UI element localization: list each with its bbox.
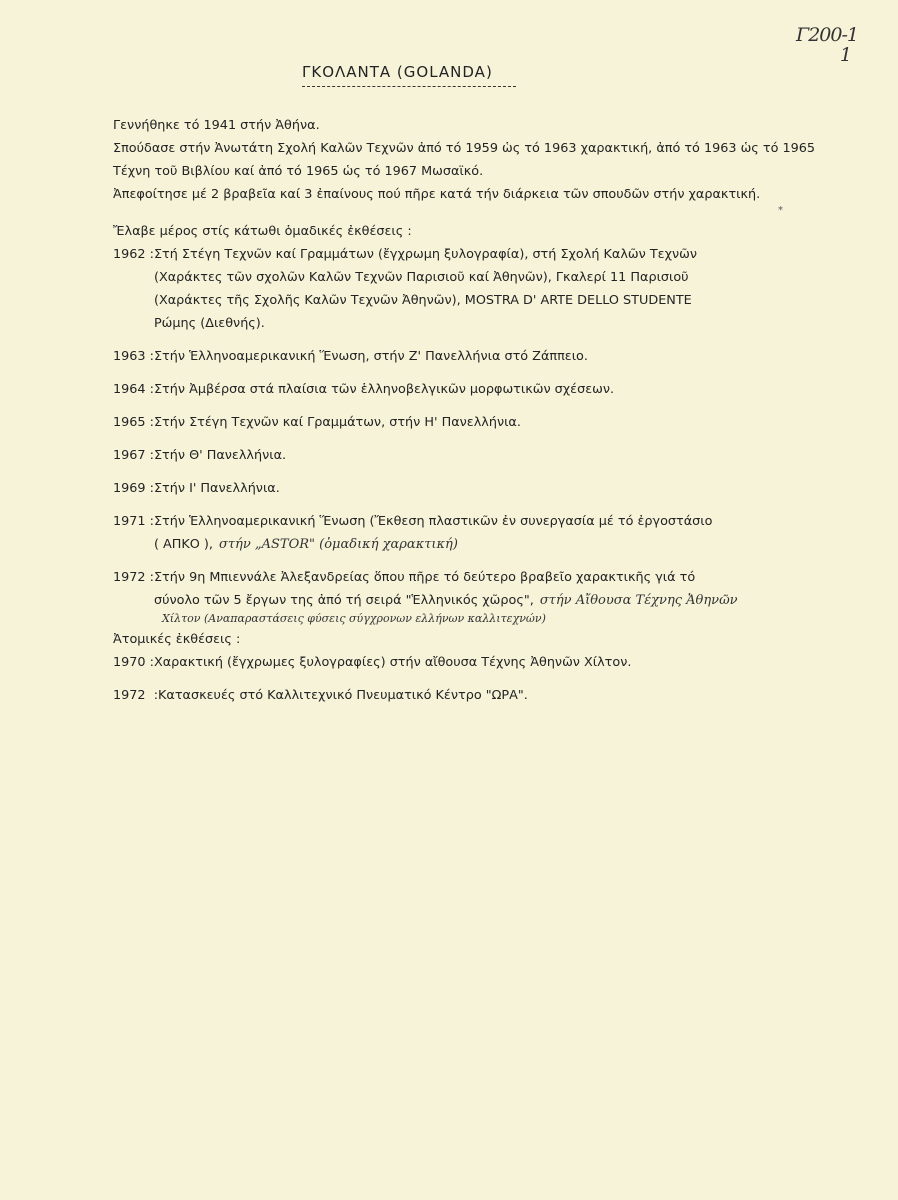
solo-exhibition-1972 — [113, 684, 833, 707]
group-exhibition-1971 — [113, 510, 833, 556]
document-body — [113, 114, 833, 717]
exhibition-line: (Χαράκτες τῆς Σχολῆς Καλῶν Τεχνῶν Ἀθηνῶν), MOSTRA D' ARTE DELLO STUDENTE — [153, 293, 692, 308]
margin-mark: * — [778, 205, 783, 216]
handwritten-note-line: Χίλτον (Αναπαραστάσεις φύσεις σύγχρονων ελλήνων καλλιτεχνών) — [161, 612, 546, 625]
exhibition-line — [154, 589, 833, 612]
exhibition-year: 1962 : — [113, 247, 154, 262]
exhibition-text: Στήν Ἀμβέρσα στά πλαίσια τῶν ἑλληνοβελγικῶν μορφωτικῶν σχέσεων. — [153, 382, 615, 397]
exhibition-text: Στήν Ι' Πανελλήνια. — [153, 481, 280, 496]
group-exhibition-1969 — [113, 477, 833, 500]
exhibition-text: Χαρακτική (ἔγχρωμες ξυλογραφίες) στήν αἴθουσα Τέχνης Ἀθηνῶν Χίλτον. — [153, 655, 632, 670]
exhibition-line: Ρώμης (Διεθνής). — [153, 316, 265, 331]
bio-graduation: Ἀπεφοίτησε μέ 2 βραβεῖα καί 3 ἐπαίνους πού πῆρε κατά τήν διάρκεια τῶν σπουδῶν στήν χαρακτική. — [113, 187, 761, 202]
exhibition-text: Κατασκευές στό Καλλιτεχνικό Πνευματικό Κέντρο "ΩΡΑ". — [158, 688, 528, 703]
group-exhibition-1965 — [113, 411, 833, 434]
group-exhibition-1972 — [113, 566, 833, 626]
group-exhibitions-heading: Ἔλαβε μέρος στίς κάτωθι ὁμαδικές ἐκθέσεις : — [113, 224, 412, 239]
exhibition-text — [154, 243, 833, 335]
exhibition-year: 1972 : — [113, 570, 154, 585]
exhibition-line-text: σύνολο τῶν 5 ἔργων της ἀπό τή σειρά "Ἑλληνικός χῶρος", — [153, 593, 534, 608]
handwritten-note: στήν „ASTOR" (ὁμαδική χαρακτική) — [218, 537, 458, 552]
exhibition-text — [154, 566, 833, 626]
exhibition-year: 1969 : — [113, 481, 154, 496]
exhibition-text: Στήν Στέγη Τεχνῶν καί Γραμμάτων, στήν Η' Πανελλήνια. — [153, 415, 521, 430]
exhibition-text: Στήν Ἑλληνοαμερικανική Ἕνωση, στήν Ζ' Πανελλήνια στό Ζάππειο. — [153, 349, 588, 364]
exhibition-line: Στή Στέγη Τεχνῶν καί Γραμμάτων (ἔγχρωμη ξυλογραφία), στή Σχολή Καλῶν Τεχνῶν — [153, 247, 697, 262]
exhibition-line-text: ( ΑΠΚΟ ), — [153, 537, 213, 552]
exhibition-year: 1970 : — [113, 655, 154, 670]
exhibition-text — [154, 510, 833, 556]
bio-studies: Σπούδασε στήν Ἀνωτάτη Σχολή Καλῶν Τεχνῶν ἀπό τό 1959 ὡς τό 1963 χαρακτική, ἀπό τό 1963 ὡς τό 1965 Τέχνη τοῦ Βιβλίου καί ἀπό τό 1965 ὡς τό 1967 Μωσαϊκό. — [113, 141, 816, 179]
archive-code-annotation: Γ200-1 — [796, 24, 858, 46]
bio-birth: Γεννήθηκε τό 1941 στήν Ἀθήνα. — [113, 118, 320, 133]
group-exhibition-1963 — [113, 345, 833, 368]
handwritten-note: στήν Αἴθουσα Τέχνης Ἀθηνῶν — [539, 593, 738, 608]
exhibition-year: 1964 : — [113, 382, 154, 397]
title-underline — [302, 86, 516, 87]
solo-exhibitions-heading: Ἀτομικές ἐκθέσεις : — [113, 632, 241, 647]
document-title: ΓΚΟΛΑΝΤΑ (GOLANDA) — [302, 63, 493, 81]
exhibition-year: 1971 : — [113, 514, 154, 529]
group-exhibition-1964 — [113, 378, 833, 401]
exhibition-text: Στήν Θ' Πανελλήνια. — [153, 448, 287, 463]
group-exhibition-1962 — [113, 243, 833, 335]
page-number-annotation: 1 — [839, 44, 852, 66]
solo-exhibition-1970 — [113, 651, 833, 674]
exhibition-line: Στήν 9η Μπιεννάλε Ἀλεξανδρείας ὅπου πῆρε τό δεύτερο βραβεῖο χαρακτικῆς γιά τό — [153, 570, 696, 585]
exhibition-line — [154, 533, 833, 556]
exhibition-year: 1963 : — [113, 349, 154, 364]
exhibition-line: Στήν Ἑλληνοαμερικανική Ἕνωση (Ἔκθεση πλαστικῶν ἐν συνεργασία μέ τό ἐργοστάσιο — [153, 514, 713, 529]
exhibition-year: 1965 : — [113, 415, 154, 430]
exhibition-line: (Χαράκτες τῶν σχολῶν Καλῶν Τεχνῶν Παρισιοῦ καί Ἀθηνῶν), Γκαλερί 11 Παρισιοῦ — [153, 270, 689, 285]
exhibition-year: 1972 : — [113, 688, 159, 703]
exhibition-year: 1967 : — [113, 448, 154, 463]
group-exhibition-1967 — [113, 444, 833, 467]
